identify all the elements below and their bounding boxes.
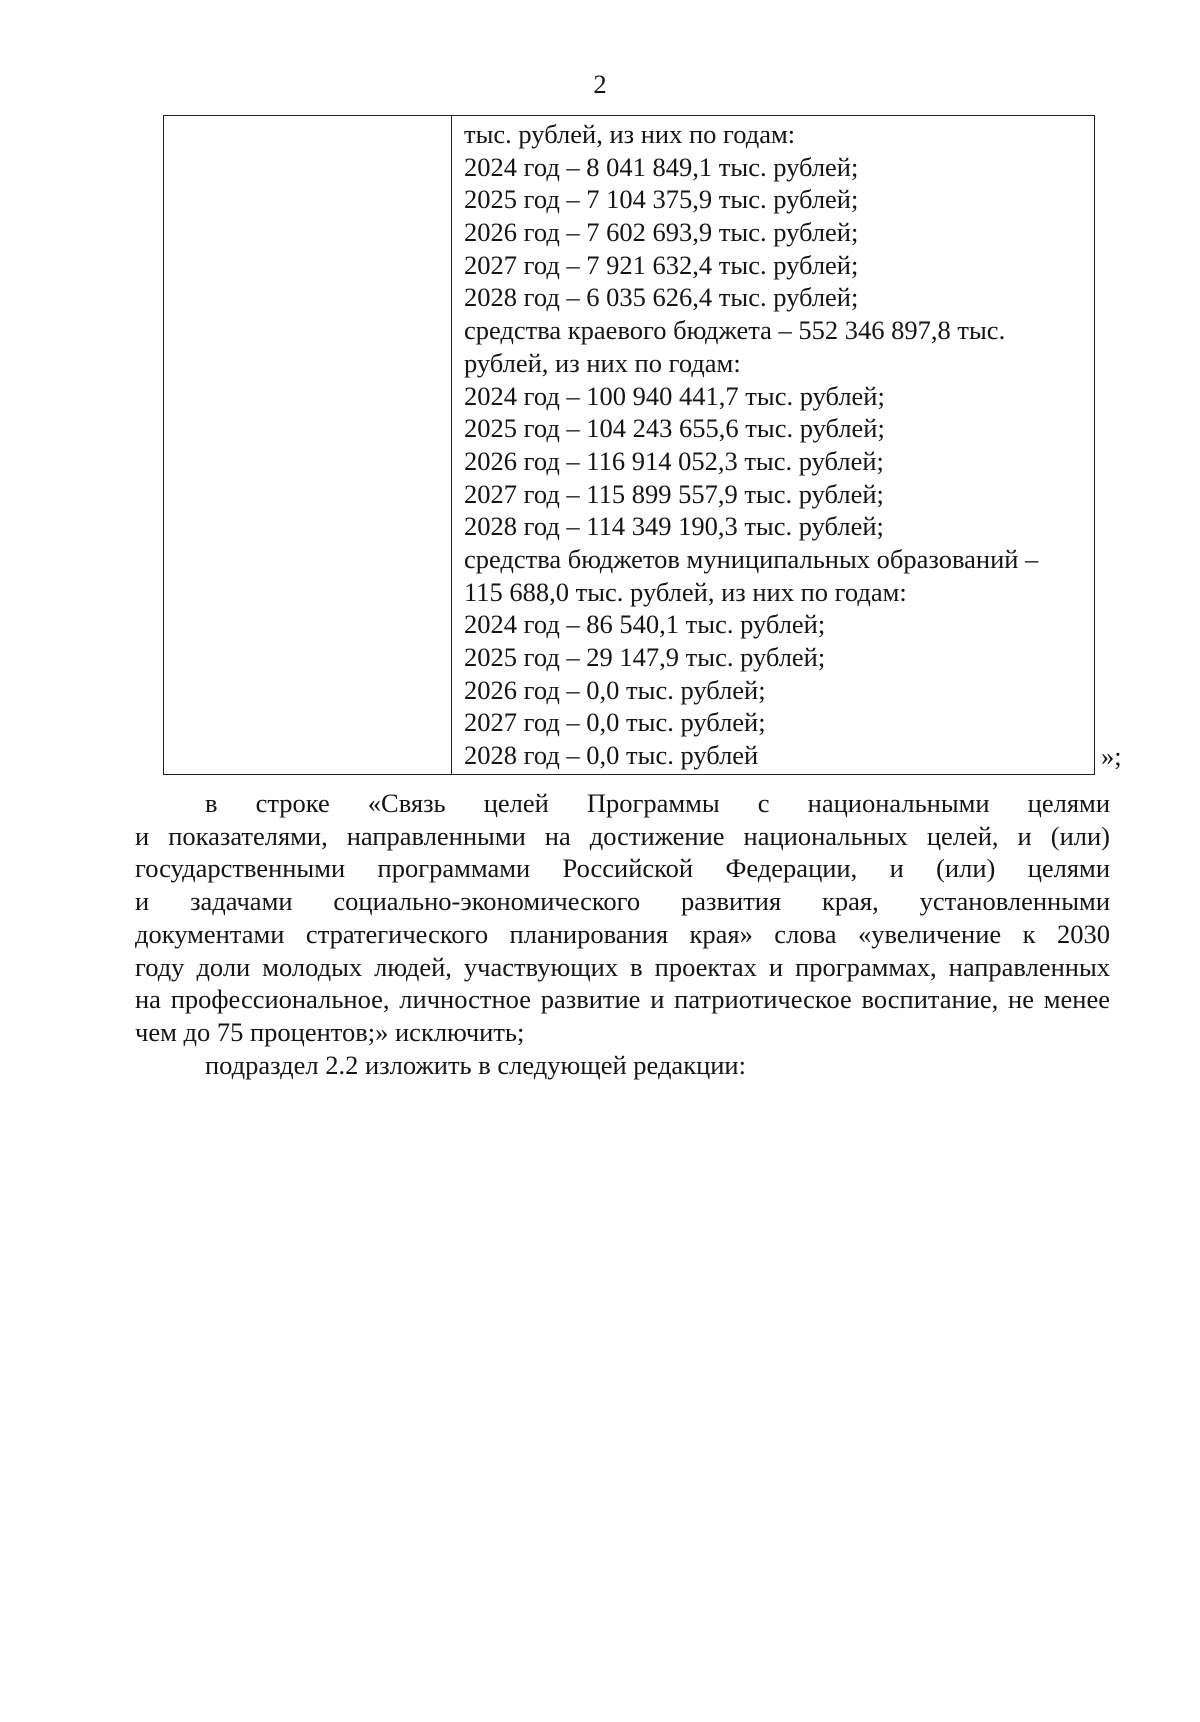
table-cell-left [164, 116, 452, 774]
paragraph-line: и показателями, направленными на достижение национальных целей, и (или) [135, 820, 1110, 851]
closing-quote: »; [1101, 741, 1122, 771]
table-cell-line: 2025 год – 104 243 655,6 тыс. рублей; [464, 413, 885, 444]
page-number: 2 [593, 69, 607, 99]
table-cell-line: 2027 год – 7 921 632,4 тыс. рублей; [464, 249, 859, 280]
funding-table [163, 115, 1095, 775]
table-cell-line: 2028 год – 114 349 190,3 тыс. рублей; [464, 511, 884, 542]
paragraph-line: и задачами социально-экономического развития края, установленными [135, 886, 1110, 917]
paragraph-line: году доли молодых людей, участвующих в проектах и программах, направленных [135, 951, 1110, 982]
table-cell-line: 2024 год – 100 940 441,7 тыс. рублей; [464, 380, 885, 411]
table-cell-line: 2028 год – 0,0 тыс. рублей [464, 740, 759, 771]
table-cell-line: 115 688,0 тыс. рублей, из них по годам: [464, 576, 907, 607]
table-cell-line: 2025 год – 29 147,9 тыс. рублей; [464, 642, 826, 672]
table-cell-line: рублей, из них по годам: [464, 347, 741, 378]
table-cell-line: 2028 год – 6 035 626,4 тыс. рублей; [464, 282, 859, 313]
table-cell-line: 2026 год – 0,0 тыс. рублей; [464, 674, 766, 705]
table-cell-line: 2027 год – 0,0 тыс. рублей; [464, 707, 766, 738]
table-cell-line: 2027 год – 115 899 557,9 тыс. рублей; [464, 478, 884, 509]
table-cell-line: 2024 год – 8 041 849,1 тыс. рублей; [464, 151, 859, 182]
table-cell-line: 2026 год – 116 914 052,3 тыс. рублей; [464, 445, 884, 476]
table-cell-line: 2024 год – 86 540,1 тыс. рублей; [464, 609, 826, 640]
next-paragraph: подраздел 2.2 изложить в следующей редакции: [205, 1049, 746, 1080]
table-cell-line: средства краевого бюджета – 552 346 897,8 тыс. [464, 315, 1006, 346]
table-cell-line: средства бюджетов муниципальных образований – [464, 543, 1039, 574]
table-cell-right [452, 116, 1094, 774]
table-cell-line: 2026 год – 7 602 693,9 тыс. рублей; [464, 217, 859, 248]
paragraph-line: на профессиональное, личностное развитие и патриотическое воспитание, не менее [135, 984, 1110, 1015]
table-cell-line: тыс. рублей, из них по годам: [464, 119, 796, 149]
paragraph-line: чем до 75 процентов;» исключить; [135, 1016, 525, 1047]
paragraph-line: документами стратегического планирования края» слова «увеличение к 2030 [135, 918, 1110, 949]
paragraph-line: государственными программами Российской Федерации, и (или) целями [135, 853, 1110, 884]
table-cell-line: 2025 год – 7 104 375,9 тыс. рублей; [464, 184, 859, 215]
paragraph-line: в строке «Связь целей Программы с национальными целями [205, 788, 1110, 818]
